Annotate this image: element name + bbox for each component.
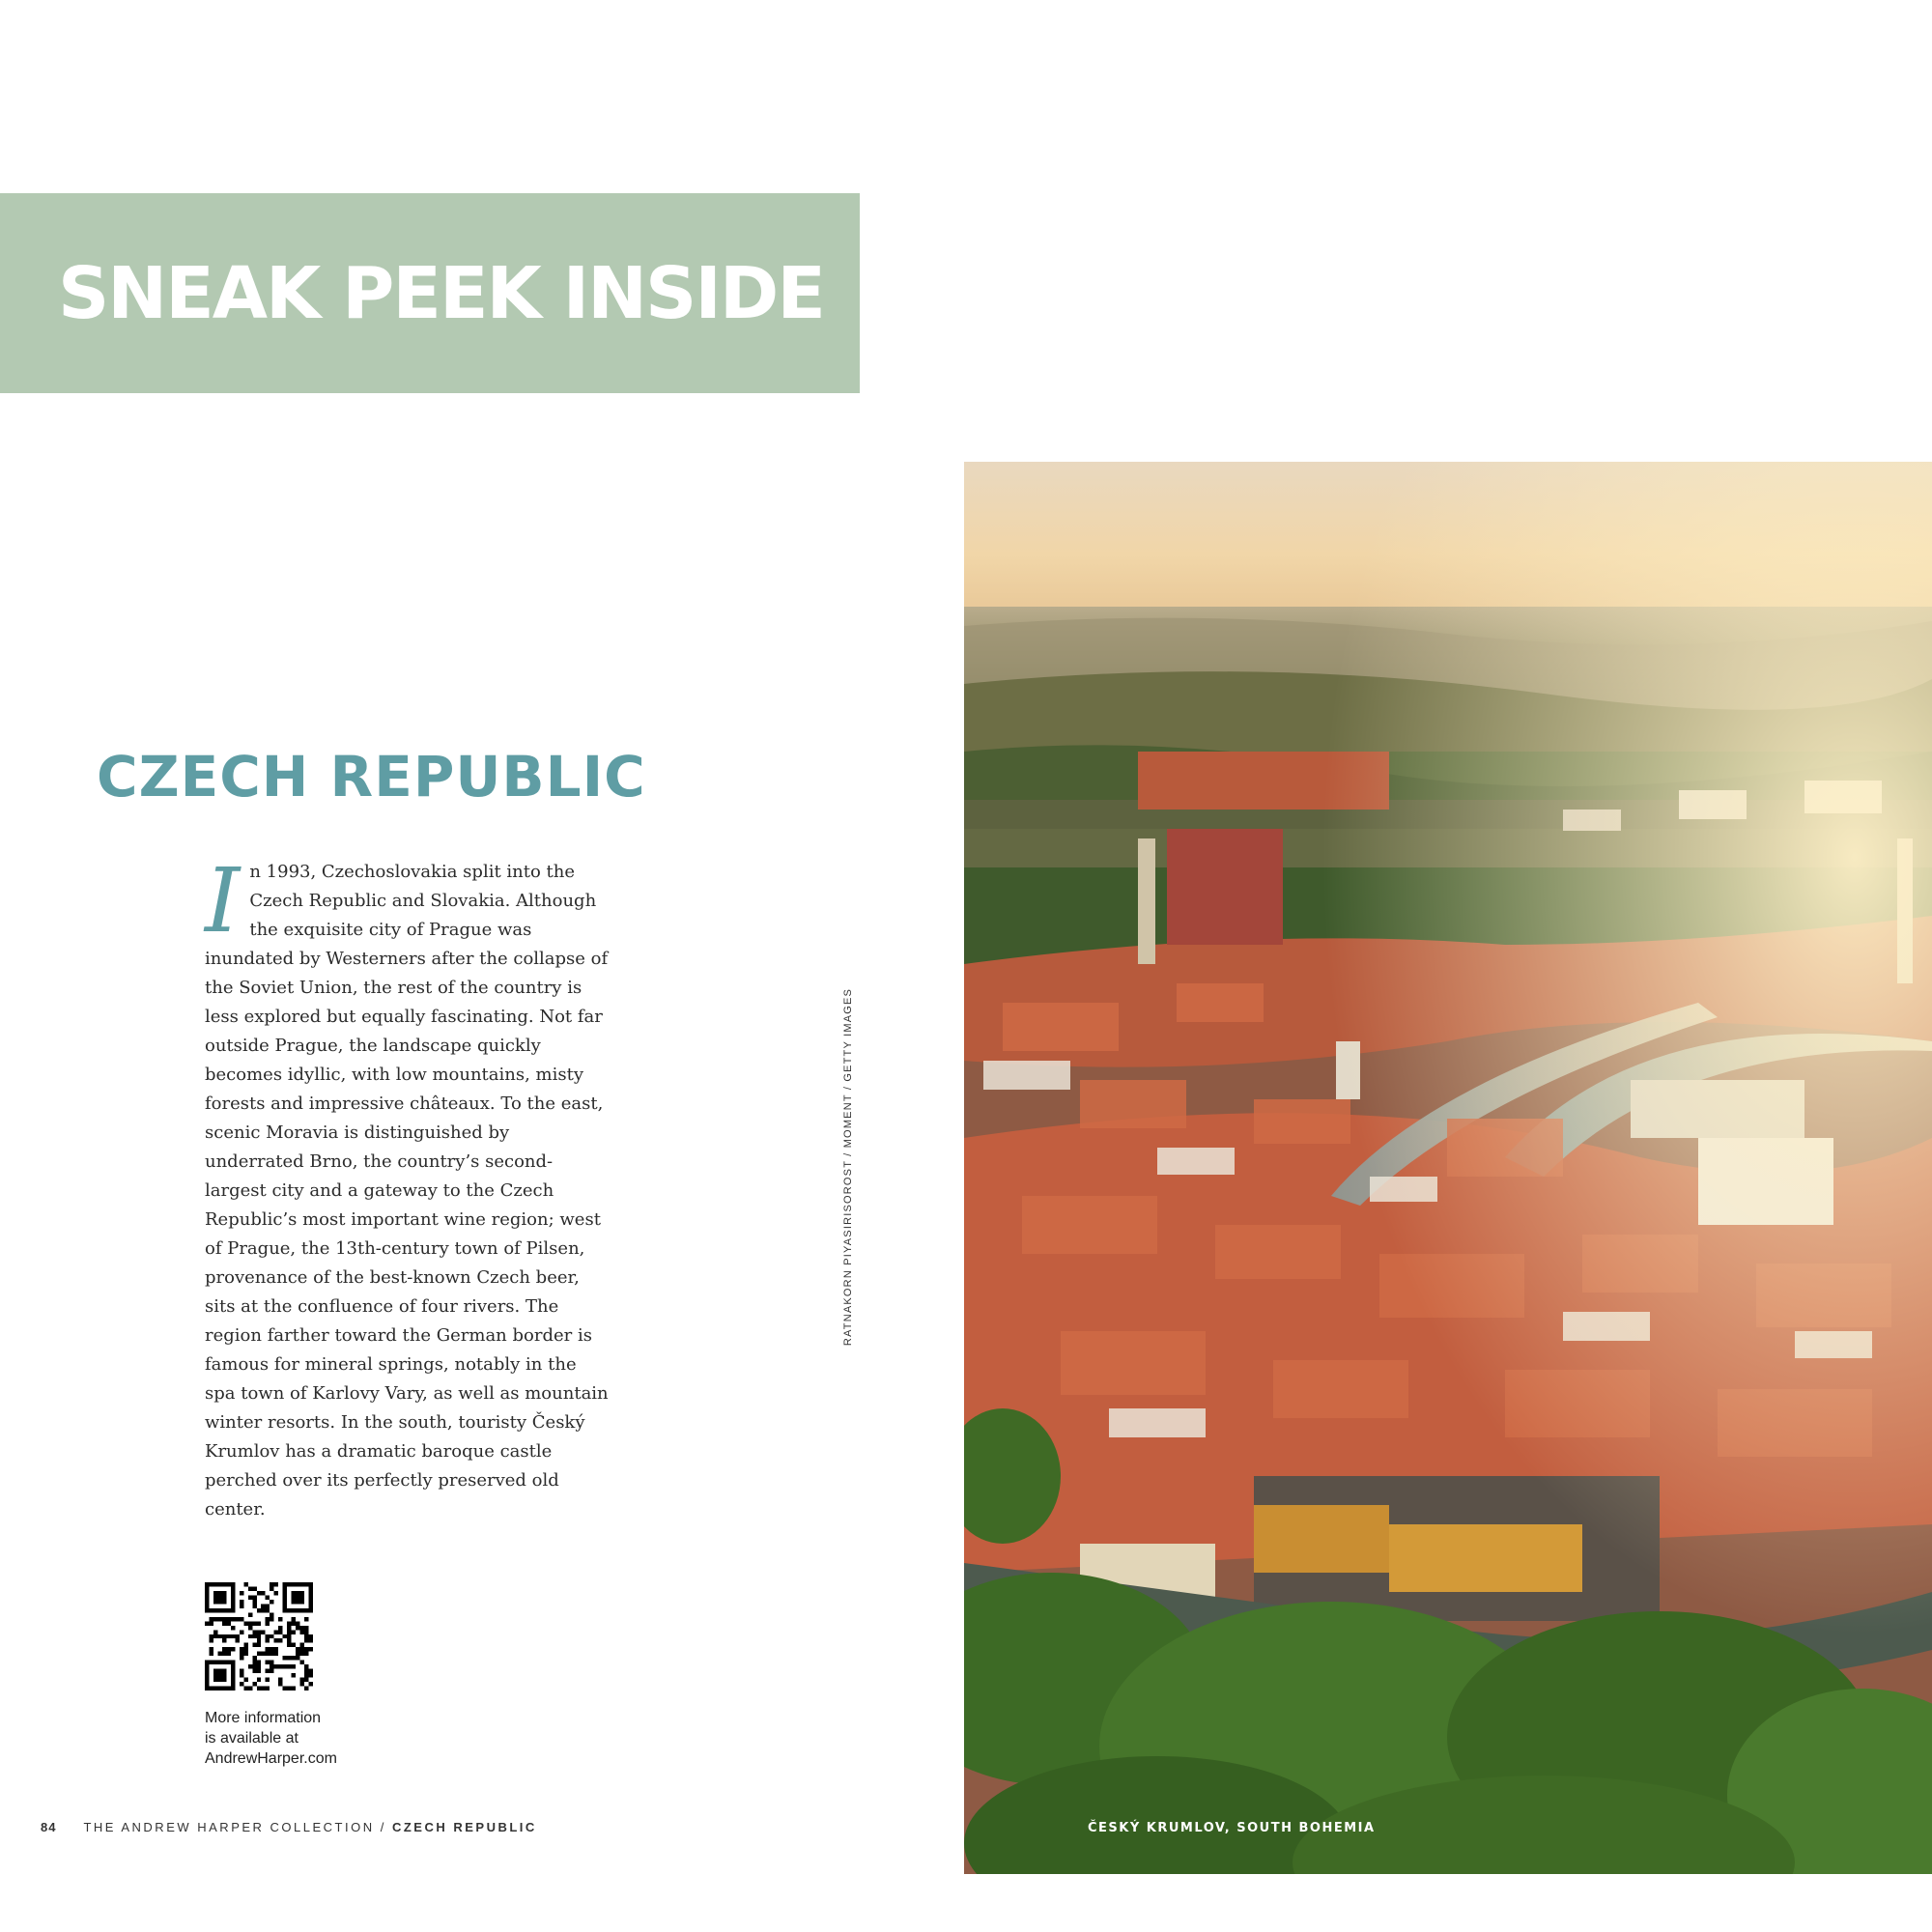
article-body-text: n 1993, Czechoslovakia split into the Czech Republic and Slovakia. Although the exquisite city of Prague was inundated by Westerners after the collapse of the Soviet Union, the rest of the country is less explored but equally fascinating. Not far outside Prague, the landscape quickly becomes idyllic, with low mountains, misty forests and impressive châteaux. To the east, scenic Moravia is distinguished by underrated Brno, the country’s second-largest city and a gateway to the Czech Republic’s most important wine region; west of Prague, the 13th-century town of Pilsen, provenance of the best-known Czech beer, sits at the confluence of four rivers. The region farther toward the German border is famous for mineral springs, notably in the spa town of Karlovy Vary, as well as mountain winter resorts. In the south, touristy Český Krumlov has a dramatic baroque castle perched over its perfectly preserved old center. [205,862,609,1520]
more-info-link[interactable]: AndrewHarper.com [205,1750,337,1767]
banner-title: SNEAK PEEK INSIDE [58,251,824,335]
aerial-town-photo [964,462,1932,1874]
page-footer [41,1820,537,1834]
sneak-peek-banner [0,193,860,393]
footer-collection: THE ANDREW HARPER COLLECTION / [83,1820,386,1834]
more-info-text [205,1708,417,1769]
photo-caption: ČESKÝ KRUMLOV, SOUTH BOHEMIA [1088,1821,1376,1835]
article-body [205,849,611,1524]
aerial-town-illustration [964,462,1932,1874]
page-number: 84 [41,1820,57,1834]
photo-credit: RATNAKORN PIYASIRISOROST / MOMENT / GETTY IMAGES [842,987,854,1347]
drop-cap: I [205,849,241,952]
more-info-line-2: is available at [205,1730,298,1747]
footer-section: CZECH REPUBLIC [391,1820,537,1834]
qr-code-icon[interactable] [205,1582,313,1690]
more-info-line-1: More information [205,1710,322,1726]
article-title: CZECH REPUBLIC [97,744,646,810]
